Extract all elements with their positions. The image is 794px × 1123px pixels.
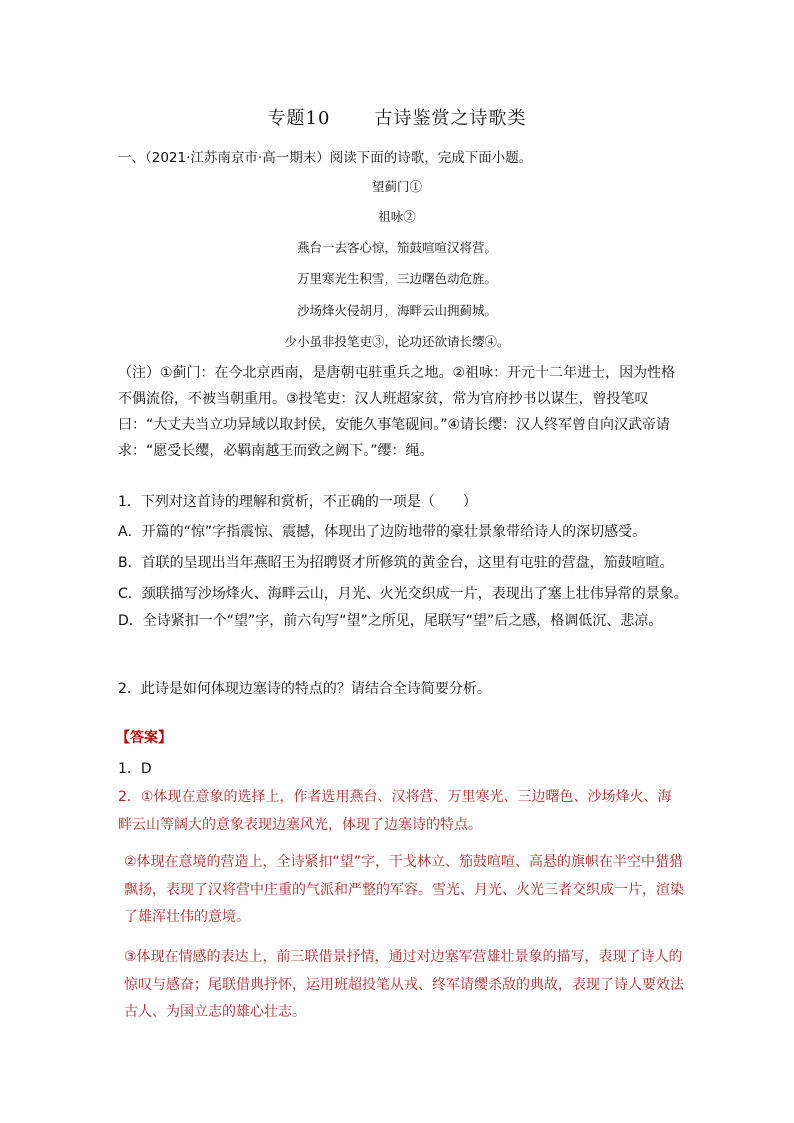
page-title xyxy=(0,104,794,130)
answer-1: 1．D xyxy=(118,761,152,777)
poem-notes: （注）①蓟门：在今北京西南，是唐朝屯驻重兵之地。②祖咏：开元十二年进士，因为性格不偶流俗，不被当朝重用。③投笔吏：汉人班超家贫，常为官府抄书以谋生，曾投笔叹曰：“大丈夫当立功异域以取封侯，安能久事笔砚间。”④请长缨：汉人终军曾自向汉武帝请求：“愿受长缨，必羁南越王而致之阙下。”缨：绳。 xyxy=(118,365,676,459)
answer-2-point-1: 2．①体现在意象的选择上，作者选用燕台、汉将营、万里寒光、三边曙色、沙场烽火、海畔云山等阔大的意象表现边塞风光，体现了边塞诗的特点。 xyxy=(118,789,672,833)
poem-line: 沙场烽火侵胡月，海畔云山拥蓟城。 xyxy=(296,303,497,318)
poem-line: 少小虽非投笔吏③，论功还欲请长缨④。 xyxy=(284,334,510,349)
option-c: C．颈联描写沙场烽火、海畔云山，月光、火光交织成一片，表现出了塞上壮伟异常的景象。 xyxy=(118,586,688,602)
title-sub: 古诗鉴赏之诗歌类 xyxy=(374,108,527,129)
answer-heading: 【答案】 xyxy=(116,730,172,746)
option-a: A．开篇的“惊”字指震惊、震撼，体现出了边防地带的豪壮景象带给诗人的深切感受。 xyxy=(118,524,647,540)
answer-2-point-3: ③体现在情感的表达上，前三联借景抒情，通过对边塞军营雄壮景象的描写，表现了诗人的惊叹与感奋；尾联借典抒怀，运用班超投笔从戎、终军请缨杀敌的典故，表现了诗人要效法古人、为国立志的雄心壮志。 xyxy=(124,949,684,1020)
question-1-stem: 1．下列对这首诗的理解和赏析，不正确的一项是（ ） xyxy=(118,494,477,510)
title-main: 专题10 xyxy=(267,108,331,129)
question-2-stem: 2．此诗是如何体现边塞诗的特点的？请结合全诗简要分析。 xyxy=(118,681,491,697)
option-b: B．首联的呈现出当年燕昭王为招聘贤才所修筑的黄金台，这里有屯驻的营盘，笳鼓喧喧。 xyxy=(118,555,674,571)
poem-author: 祖咏② xyxy=(378,209,416,224)
option-d: D．全诗紧扣一个“望”字，前六句写“望”之所见，尾联写“望”后之感，格调低沉、悲凉。 xyxy=(118,613,663,629)
answer-2-point-2: ②体现在意境的营造上，全诗紧扣“望”字，干戈林立、笳鼓喧喧、高悬的旗帜在半空中猎猎飘扬，表现了汉将营中庄重的气派和严整的军容。雪光、月光、火光三者交织成一片，渲染了雄浑壮伟的意境。 xyxy=(124,854,684,925)
poem-line: 万里寒光生积雪，三边曙色动危旌。 xyxy=(296,271,497,286)
poem-line: 燕台一去客心惊，笳鼓喧喧汉将营。 xyxy=(296,240,497,255)
poem-title: 望蓟门① xyxy=(371,179,422,194)
question-intro: 一、（2021·江苏南京市·高一期末）阅读下面的诗歌，完成下面小题。 xyxy=(118,150,533,166)
